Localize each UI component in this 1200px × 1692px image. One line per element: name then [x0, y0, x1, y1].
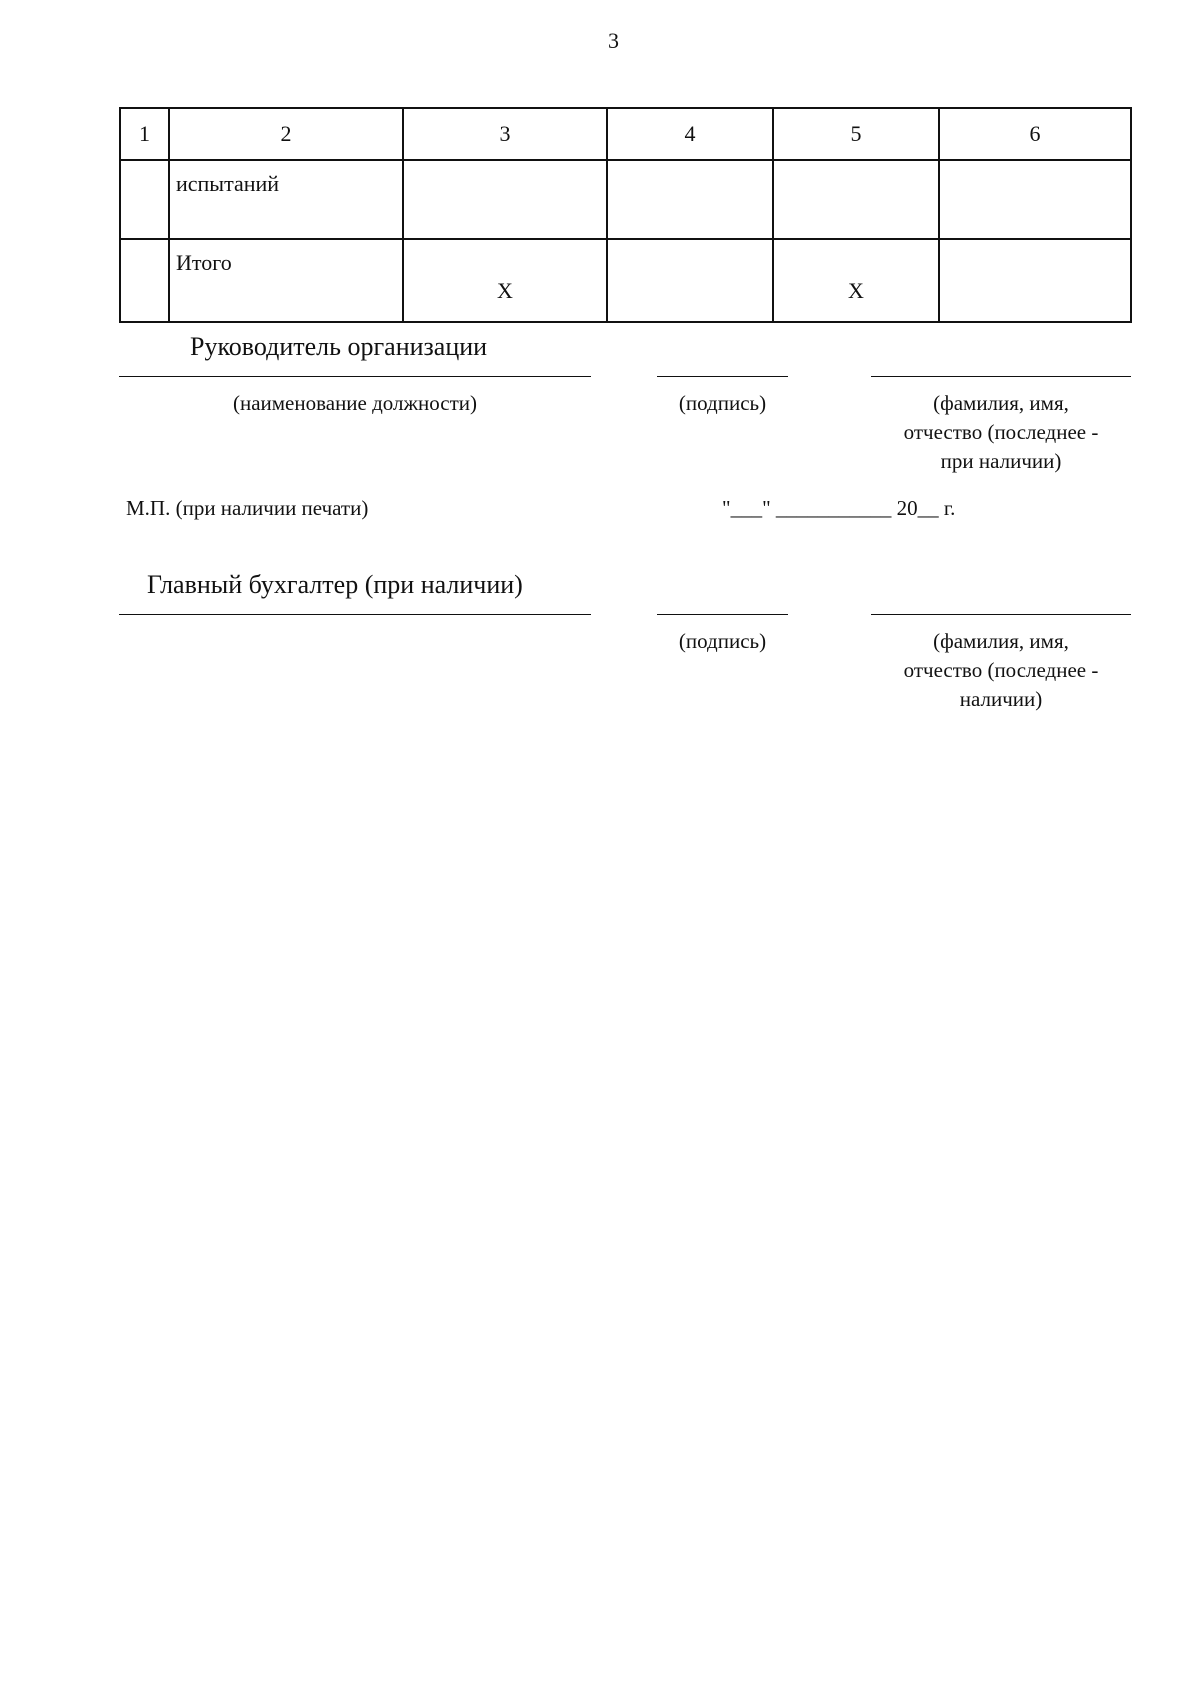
- accountant-signature-caption: (подпись): [678, 629, 767, 653]
- accountant-name-line: [871, 614, 1131, 615]
- table-cell: [773, 160, 939, 239]
- table-cell: [607, 160, 773, 239]
- table-cell: Х: [403, 239, 607, 322]
- table-cell: [120, 239, 169, 322]
- table-cell: [939, 239, 1131, 322]
- name-caption-line: (фамилия, имя,: [933, 629, 1069, 653]
- column-header: 3: [403, 108, 607, 160]
- name-caption-line: отчество (последнее -: [903, 658, 1099, 682]
- accountant-signature-line: [657, 614, 788, 615]
- signature-caption: (подпись): [678, 391, 767, 415]
- column-header: 6: [939, 108, 1131, 160]
- summary-table: [119, 107, 1132, 323]
- table-row: [120, 239, 1131, 322]
- head-title: Руководитель организации: [190, 332, 488, 361]
- page-number: 3: [608, 28, 619, 53]
- column-header: 2: [169, 108, 403, 160]
- position-line: [119, 376, 591, 377]
- name-caption-line: при наличии): [940, 449, 1062, 473]
- signature-line: [657, 376, 788, 377]
- name-caption-line: (фамилия, имя,: [933, 391, 1069, 415]
- accountant-position-line: [119, 614, 591, 615]
- stamp-label: М.П. (при наличии печати): [126, 496, 369, 520]
- table-cell: Итого: [169, 239, 403, 322]
- column-header: 4: [607, 108, 773, 160]
- name-caption-line: отчество (последнее -: [903, 420, 1099, 444]
- accountant-title: Главный бухгалтер (при наличии): [147, 570, 523, 599]
- table-cell: [403, 160, 607, 239]
- column-header: 5: [773, 108, 939, 160]
- name-line: [871, 376, 1131, 377]
- date-line: "___" ___________ 20__ г.: [722, 496, 956, 520]
- table-cell: Х: [773, 239, 939, 322]
- table-cell: [120, 160, 169, 239]
- column-header: 1: [120, 108, 169, 160]
- position-caption: (наименование должности): [232, 391, 478, 415]
- name-caption: [871, 389, 1131, 476]
- table-header-row: [120, 108, 1131, 160]
- table-cell: [607, 239, 773, 322]
- table-row: [120, 160, 1131, 239]
- name-caption-line: наличии): [959, 687, 1043, 711]
- table-cell: испытаний: [169, 160, 403, 239]
- table-cell: [939, 160, 1131, 239]
- accountant-name-caption: [871, 627, 1131, 714]
